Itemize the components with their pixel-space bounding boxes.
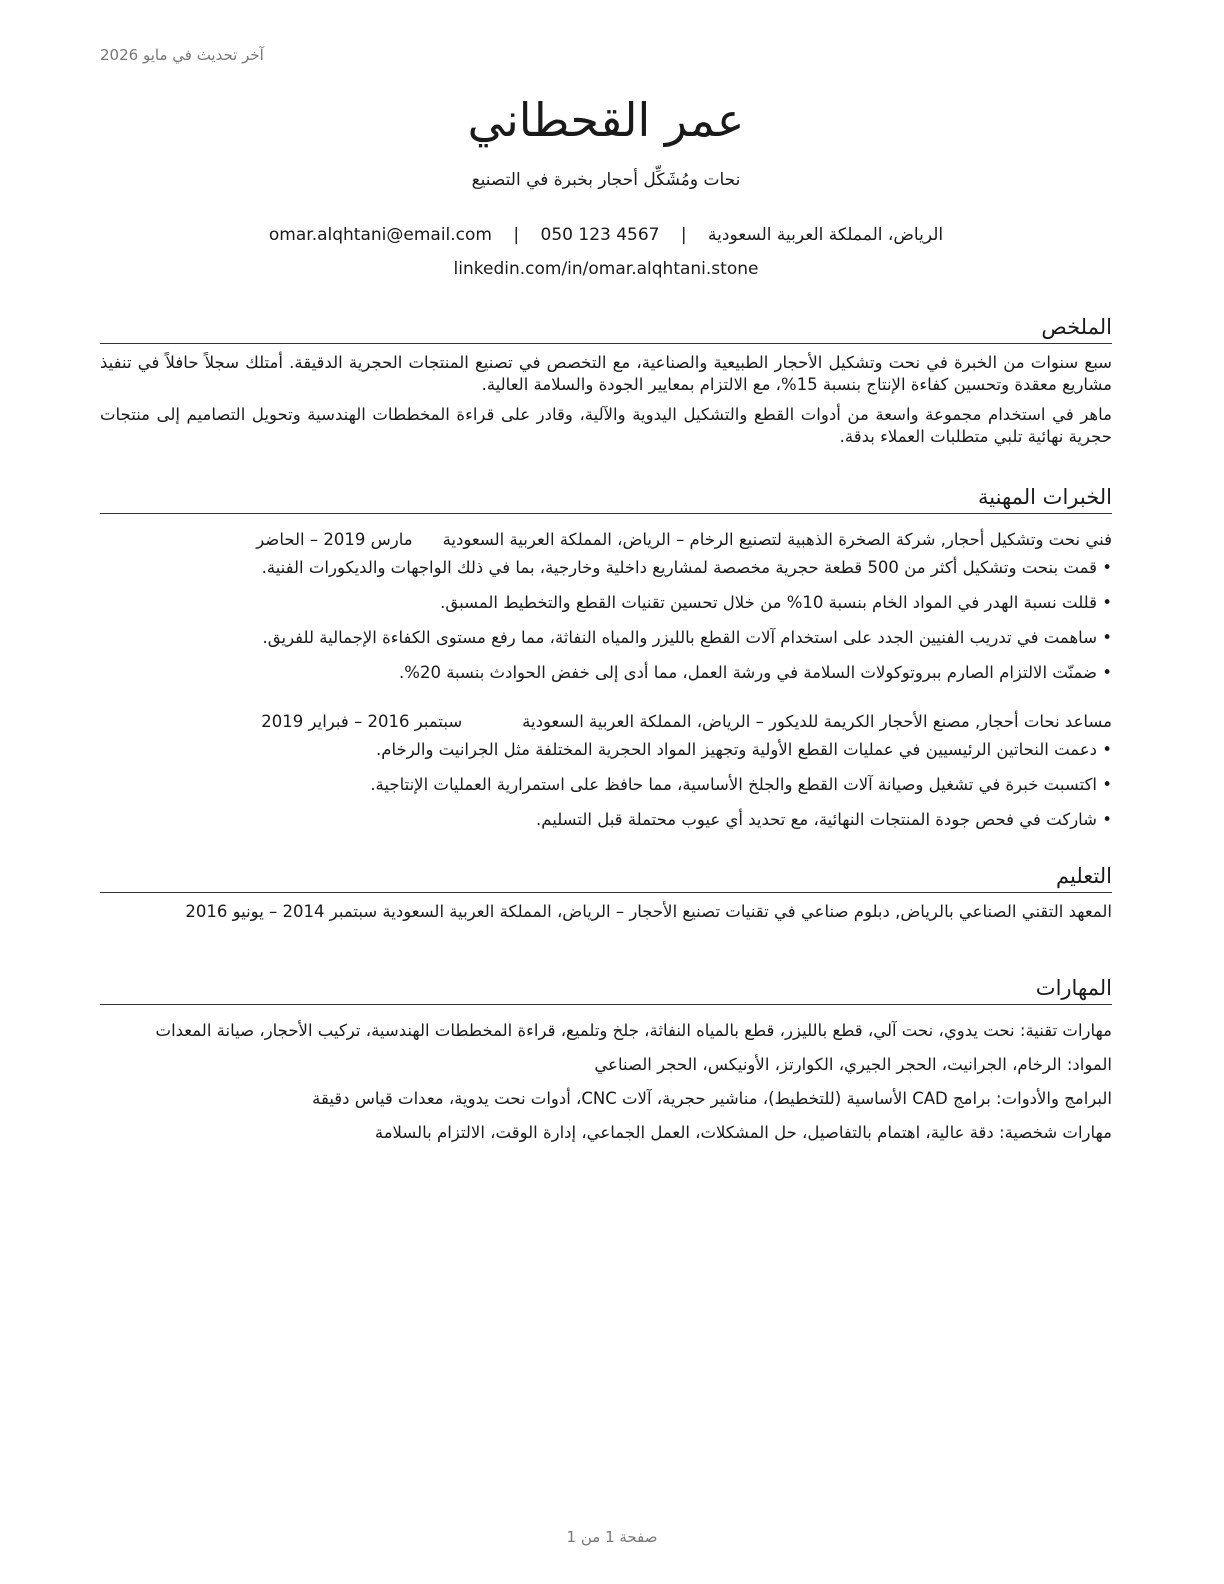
list-item: • ضمنّت الالتزام الصارم ببروتوكولات السلامة في ورشة العمل، مما أدى إلى خفض الحوادث بنسبة 20%. — [100, 661, 1112, 685]
summary-paragraph: ماهر في استخدام مجموعة واسعة من أدوات القطع والتشكيل اليدوية والآلية، وقادر على قراءة المخططات الهندسية وتحويل التصاميم إلى منتجات حجرية نهائية تلبي متطلبات العملاء بدقة. — [100, 405, 1112, 446]
candidate-title: نحات ومُشَكِّل أحجار بخبرة في التصنيع — [471, 170, 741, 190]
job-bullets — [100, 556, 1112, 685]
list-item: • قمت بنحت وتشكيل أكثر من 500 قطعة حجرية مخصصة لمشاريع داخلية وخارجية، بما في ذلك الواجهات والديكورات الفنية. — [100, 556, 1112, 580]
skills-section — [100, 973, 1112, 1145]
job-dates: سبتمبر 2016 – فبراير 2019 — [261, 712, 463, 731]
job-header — [100, 528, 1112, 552]
skill-line: المواد: الرخام، الجرانيت، الحجر الجيري، الكوارتز، الأونيكس، الحجر الصناعي — [594, 1055, 1112, 1074]
summary-section — [100, 312, 1112, 448]
skill-line: مهارات تقنية: نحت يدوي، نحت آلي، قطع بالليزر، قطع بالمياه النفاثة، جلخ وتلميع، قراءة المخططات الهندسية، تركيب الأحجار، صيانة المعدات — [155, 1021, 1112, 1040]
education-section — [100, 861, 1112, 923]
linkedin-link[interactable]: linkedin.com/in/omar.alqhtani.stone — [453, 259, 759, 279]
contact-info — [100, 223, 1112, 281]
job-header — [100, 710, 1112, 734]
experience-section — [100, 482, 1112, 832]
page-number: صفحة 1 من 1 — [566, 1528, 658, 1546]
location-text: الرياض، المملكة العربية السعودية — [708, 225, 944, 245]
section-heading-experience: الخبرات المهنية — [100, 482, 1112, 514]
section-heading-skills: المهارات — [100, 973, 1112, 1005]
job-dates: مارس 2019 – الحاضر — [256, 530, 413, 549]
contact-row — [100, 223, 1112, 247]
job-entry — [100, 710, 1112, 832]
job-entry — [100, 528, 1112, 685]
section-heading-education: التعليم — [100, 861, 1112, 893]
list-item: • اكتسبت خبرة في تشغيل وصيانة آلات القطع والجلخ الأساسية، مما حافظ على استمرارية العمليات الإنتاجية. — [100, 773, 1112, 797]
job-title-line: فني نحت وتشكيل أحجار, شركة الصخرة الذهبية لتصنيع الرخام – الرياض، المملكة العربية السعودية — [442, 530, 1112, 549]
email-link[interactable]: omar.alqhtani@email.com — [268, 225, 492, 245]
candidate-name: عمر القحطاني — [467, 93, 745, 147]
list-item: • شاركت في فحص جودة المنتجات النهائية، مع تحديد أي عيوب محتملة قبل التسليم. — [100, 808, 1112, 832]
list-item: • قللت نسبة الهدر في المواد الخام بنسبة 10% من خلال تحسين تقنيات القطع والتخطيط المسبق. — [100, 591, 1112, 615]
list-item: • دعمت النحاتين الرئيسيين في عمليات القطع الأولية وتجهيز المواد الحجرية المختلفة مثل الجرانيت والرخام. — [100, 738, 1112, 762]
list-item: • ساهمت في تدريب الفنيين الجدد على استخدام آلات القطع بالليزر والمياه النفاثة، مما رفع مستوى الكفاءة الإجمالية للفريق. — [100, 626, 1112, 650]
skill-line: مهارات شخصية: دقة عالية، اهتمام بالتفاصيل، حل المشكلات، العمل الجماعي، إدارة الوقت، الالتزام بالسلامة — [374, 1123, 1112, 1142]
last-updated-note: آخر تحديث في مايو 2026 — [100, 46, 264, 64]
phone-number: 050 123 4567 — [540, 225, 660, 245]
separator: | — [513, 225, 520, 245]
job-bullets — [100, 738, 1112, 832]
skill-line: البرامج والأدوات: برامج CAD الأساسية (للتخطيط)، مناشير حجرية، آلات CNC، أدوات نحت يدوية، معدات قياس دقيقة — [312, 1089, 1112, 1108]
summary-paragraph: سبع سنوات من الخبرة في نحت وتشكيل الأحجار الطبيعية والصناعية، مع التخصص في تصنيع المنتجات الحجرية الدقيقة. أمتلك سجلاً حافلاً في تنفيذ مشاريع معقدة وتحسين كفاءة الإنتاج بنسبة 15%، مع الالتزام بمعايير الجودة والسلامة العالية. — [100, 353, 1112, 394]
education-entry: المعهد التقني الصناعي بالرياض, دبلوم صناعي في تقنيات تصنيع الأحجار – الرياض، المملكة العربية السعودية سبتمبر 2014 – يونيو 2016 — [185, 902, 1112, 921]
separator: | — [680, 225, 687, 245]
section-heading-summary: الملخص — [100, 312, 1112, 344]
job-title-line: مساعد نحات أحجار, مصنع الأحجار الكريمة للديكور – الرياض، المملكة العربية السعودية — [522, 712, 1112, 731]
